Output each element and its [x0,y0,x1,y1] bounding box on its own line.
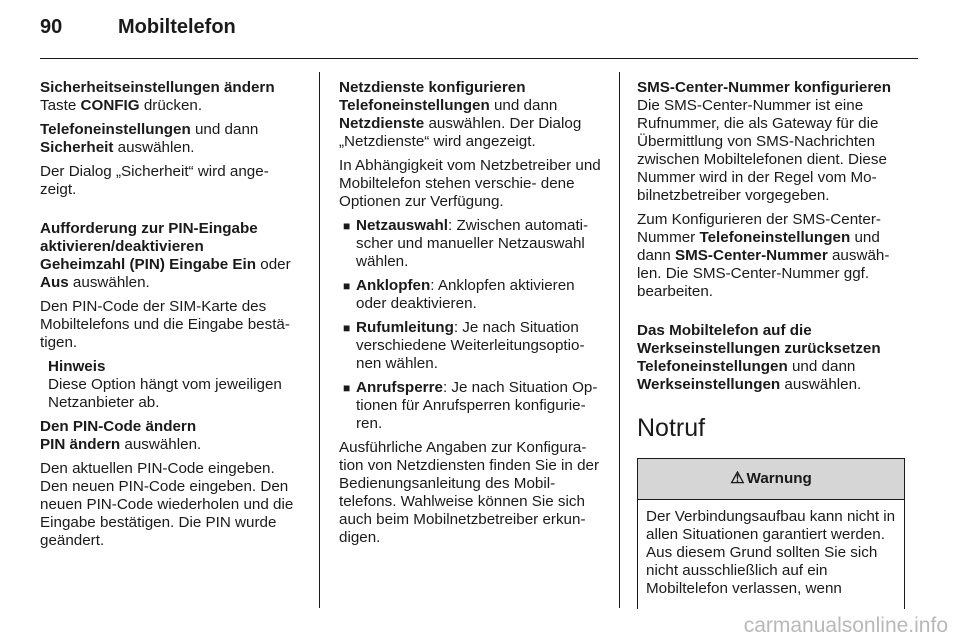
bold-term: Telefoneinstellungen [637,358,788,375]
paragraph: In Abhängigkeit vom Netzbetreiber und Mobiltelefon stehen verschie‑ dene Optionen zur Verfügung. [339,157,601,210]
heading-line: Das Mobiltelefon auf die [637,322,812,339]
heading-line: Aufforderung zur PIN-Eingabe [40,220,258,237]
text: : Zwischen automati‑ scher und manueller Netzauswahl wählen. [356,217,589,270]
section-heading-pin-prompt [40,220,306,256]
bold-term: Werkseinstellungen [637,376,781,393]
column-divider-2 [619,72,620,608]
paragraph [40,256,306,292]
bold-term: CONFIG [80,97,140,114]
section-heading-factory-reset [637,322,905,358]
paragraph: Die SMS-Center-Nummer ist eine Rufnummer, die als Gateway für die Übermittlung von SMS-Nachrichten zwischen Mobiltelefonen dient. Diese Nummer wird in der Regel vom Mo‑ bilnetzbetreiber vorgegeben. [637,97,887,204]
page-title: Mobiltelefon [118,16,236,38]
note-text: Diese Option hängt vom jeweiligen Netzanbieter ab. [48,376,282,411]
text: und dann [787,358,856,375]
bold-term: Sicherheit [40,139,114,156]
text: auswählen. [780,376,862,393]
bold-term: Anrufsperre [356,379,443,396]
section-heading-change-pin: Den PIN-Code ändern [40,418,197,435]
section-heading-network-services: Netzdienste konfigurieren [339,79,526,96]
page-number: 90 [40,16,63,38]
bullet-icon: ■ [343,321,351,335]
text: auswählen. [120,436,202,453]
text: auswählen. Der Dialog „Netzdienste“ wird angezeigt. [339,115,582,150]
paragraph [40,436,306,454]
bold-term: PIN ändern [40,436,121,453]
paragraph [40,121,306,157]
list-item [339,217,605,271]
list-item [339,277,605,313]
text: auswäh‑ len. Die SMS-Center-Nummer ggf. bearbeiten. [637,247,890,300]
section-heading-security: Sicherheitseinstellungen ändern [40,79,275,96]
warning-title: Warnung [746,470,812,487]
bullet-icon: ■ [343,279,351,293]
bullet-icon: ■ [343,219,351,233]
text: und dann [190,121,259,138]
warning-header [638,459,904,500]
column-divider-1 [319,72,320,608]
bold-term: Geheimzahl (PIN) Eingabe Ein [40,256,257,273]
paragraph [637,211,905,301]
bold-term: Netzdienste [339,115,425,132]
note-box [40,358,306,412]
paragraph: Ausführliche Angaben zur Konfigura‑ tion von Netzdiensten finden Sie in der Bedienungsanleitung des Mobil‑ telefons. Wahlweise können Sie sich auch beim Mobilnetzbetreiber erkun‑ digen. [339,439,600,546]
bold-term: Aus [40,274,69,291]
heading-line: aktivieren/deaktivieren [40,238,204,255]
text: auswählen. [113,139,195,156]
list-item [339,319,605,373]
paragraph: Der Dialog „Sicherheit“ wird ange‑ zeigt. [40,163,269,198]
bold-term: Rufumleitung [356,319,454,336]
text: drücken. [139,97,203,114]
paragraph: Den PIN-Code der SIM-Karte des Mobiltelefons und die Eingabe bestä‑ tigen. [40,298,290,351]
text: : Je nach Situation Op‑ tionen für Anrufsperren konfigurie‑ ren. [356,379,598,432]
warning-text: Der Verbindungsaufbau kann nicht in allen Situationen garantiert werden. Aus diesem Grund sollten Sie sich nicht ausschließlich auf ein Mobiltelefon verlassen, wenn [646,508,896,597]
column-1 [40,79,306,556]
heading-line: Werkseinstellungen zurücksetzen [637,340,881,357]
column-2 [339,79,605,553]
text: und dann [637,229,880,264]
header-rule [40,58,918,59]
bold-term: SMS-Center-Nummer [675,247,828,264]
note-title: Hinweis [48,358,106,375]
watermark: carmanualsonline.info [743,614,948,637]
text: auswählen. [68,274,150,291]
options-list [339,217,605,433]
list-item [339,379,605,433]
column-3 [637,79,905,609]
text: : Je nach Situation verschiedene Weiterleitungsoptio‑ nen wählen. [356,319,585,372]
bold-term: Telefoneinstellungen [40,121,191,138]
section-heading-sms-center: SMS-Center-Nummer konfigurieren [637,79,892,96]
text: oder [256,256,291,273]
text: Zum Konfigurieren der SMS-Center-Nummer [637,211,881,246]
text: Taste [40,97,81,114]
bold-term: Telefoneinstellungen [339,97,490,114]
warning-icon: ⚠ [730,470,745,487]
warning-box [637,458,905,609]
bold-term: Netzauswahl [356,217,448,234]
paragraph [40,97,306,115]
paragraph [637,358,905,394]
section-heading-emergency: Notruf [637,414,706,442]
paragraph: Den aktuellen PIN-Code eingeben. Den neuen PIN-Code eingeben. Den neuen PIN-Code wiederholen und die Eingabe bestätigen. Die PIN wurde geändert. [40,460,294,549]
text: und dann [489,97,558,114]
paragraph [339,97,605,151]
text: : Anklopfen aktivieren oder deaktivieren. [356,277,575,312]
bold-term: Telefoneinstellungen [699,229,851,246]
bullet-icon: ■ [343,381,351,395]
bold-term: Anklopfen [356,277,431,294]
